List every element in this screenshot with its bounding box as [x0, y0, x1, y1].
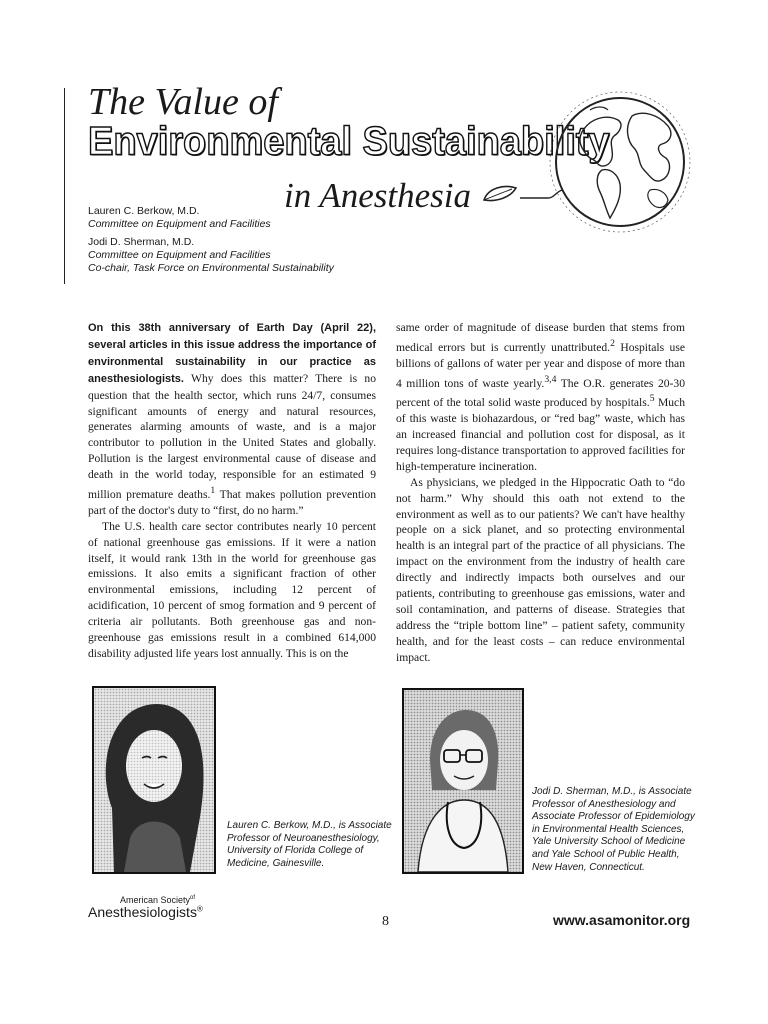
- registered-mark: ®: [196, 904, 203, 914]
- logo-top-text: American Society$^{of}$: [120, 895, 196, 905]
- author-role: Committee on Equipment and Facilities: [88, 249, 271, 261]
- caption-line: Medicine, Gainesville.: [227, 857, 325, 869]
- author-name: Jodi D. Sherman, M.D.: [88, 236, 195, 248]
- paragraph-1: [88, 320, 376, 519]
- lead-text: On this 38th anniversary of Earth Day (April 22), several articles in this issue address the importance of environmental sustainability in our practice as anesthesiologists.: [88, 322, 376, 385]
- title-line-1: The Value of: [88, 81, 278, 123]
- paragraph-text: Hospitals use billions of gallons of water per year and dispose of more than 4 million tons of waste yearly.: [396, 340, 685, 390]
- byline-author-1: [88, 205, 271, 231]
- title-line-2: Environmental Sustainability: [88, 120, 610, 165]
- reference-mark: 1: [210, 485, 216, 497]
- footer-url[interactable]: www.asamonitor.org: [553, 912, 691, 928]
- reference-mark: 2: [610, 337, 615, 349]
- caption-line: in Environmental Health Sciences,: [532, 823, 685, 835]
- caption-line: New Haven, Connecticut.: [532, 861, 645, 873]
- author-photo-berkow: [92, 686, 216, 874]
- logo-of: of: [190, 895, 196, 901]
- reference-mark: 3,4: [544, 373, 557, 385]
- caption-line: Professor of Neuroanesthesiology,: [227, 832, 380, 844]
- paragraph-2-continued: [396, 320, 685, 475]
- reference-mark: 5: [649, 393, 655, 405]
- caption-line: and Yale School of Public Health,: [532, 848, 680, 860]
- caption-line: Jodi D. Sherman, M.D., is Associate: [532, 786, 692, 797]
- caption-line: Professor of Anesthesiology and: [532, 798, 676, 810]
- byline-author-2: [88, 236, 334, 275]
- photo-caption-right: [532, 786, 695, 874]
- caption-line: Yale University School of Medicine: [532, 836, 686, 848]
- paragraph-text: same order of magnitude of disease burden that stems from medical errors but is currently unattributed.: [396, 321, 685, 354]
- paragraph-text: That makes pollution prevention part of the doctor's duty to “first, do no harm.”: [88, 487, 376, 517]
- paragraph-text: Why does this matter? There is no question that the health sector, which runs 24/7, consumes significant amounts of energy and natural resources, generates alarming amounts of waste, and is a major contributor to pollution in the United States and globally. Pollution is the largest environmental cause of disease and death in the world today, responsible for an estimated 9 million premature deaths.: [88, 371, 376, 501]
- asa-logo: [88, 895, 203, 920]
- author-photo-sherman: [402, 688, 524, 874]
- paragraph-3: As physicians, we pledged in the Hippocratic Oath to “do not harm.” Why should this oath not extend to the environment as well as to our patients? We can't have healthy people on a sick planet, and so protecting environmental health is an integral part of the practice of all physicians. The impact on the environment from the industry of health care directly and indirectly impacts both ourselves and our patients, contributing to greenhouse gas emissions, water and soil contamination, and patterns of disease. Strategies that address the “triple bottom line” – patient safety, community health, and for the least costs – can reduce environmental impact.: [396, 475, 685, 664]
- author-role: Co-chair, Task Force on Environmental Sustainability: [88, 262, 334, 274]
- author-role: Committee on Equipment and Facilities: [88, 218, 271, 230]
- paragraph-2: The U.S. health care sector contributes nearly 10 percent of national greenhouse gas emissions. If it were a nation itself, it would rank 13th in the world for greenhouse gas emissions. It also emits a significant fraction of other environmental emissions, including 12 percent of acidification, 10 percent of smog formation and 9 percent of criteria air pollutants. Both greenhouse gas and non-greenhouse gas emissions result in a combined 614,000 disability adjusted life years lost annually. This is on the: [88, 519, 376, 660]
- paragraph-text: Much of this waste is biohazardous, or “red bag” waste, which has an increased financial and pollution cost for disposal, as it requires long-distance transportation to approved facilities for high-temperature incineration.: [396, 396, 685, 473]
- article-column-left: [88, 320, 376, 662]
- author-name: Lauren C. Berkow, M.D.: [88, 205, 200, 217]
- page-number: 8: [382, 914, 389, 929]
- caption-line: Associate Professor of Epidemiology: [532, 811, 695, 823]
- paragraph-text: The O.R. generates 20-30 percent of the total solid waste produced by hospitals.: [396, 376, 685, 410]
- title-line-3: in Anesthesia: [284, 176, 471, 215]
- leaf-icon: [480, 182, 520, 204]
- photo-caption-left: [227, 820, 392, 870]
- logo-bottom-text: Anesthesiologists®: [88, 904, 203, 920]
- title-side-rule: [64, 88, 65, 284]
- caption-line: Lauren C. Berkow, M.D., is Associate: [227, 820, 392, 831]
- caption-line: University of Florida College of: [227, 845, 364, 857]
- globe-illustration: [520, 80, 698, 258]
- article-column-right: [396, 320, 685, 666]
